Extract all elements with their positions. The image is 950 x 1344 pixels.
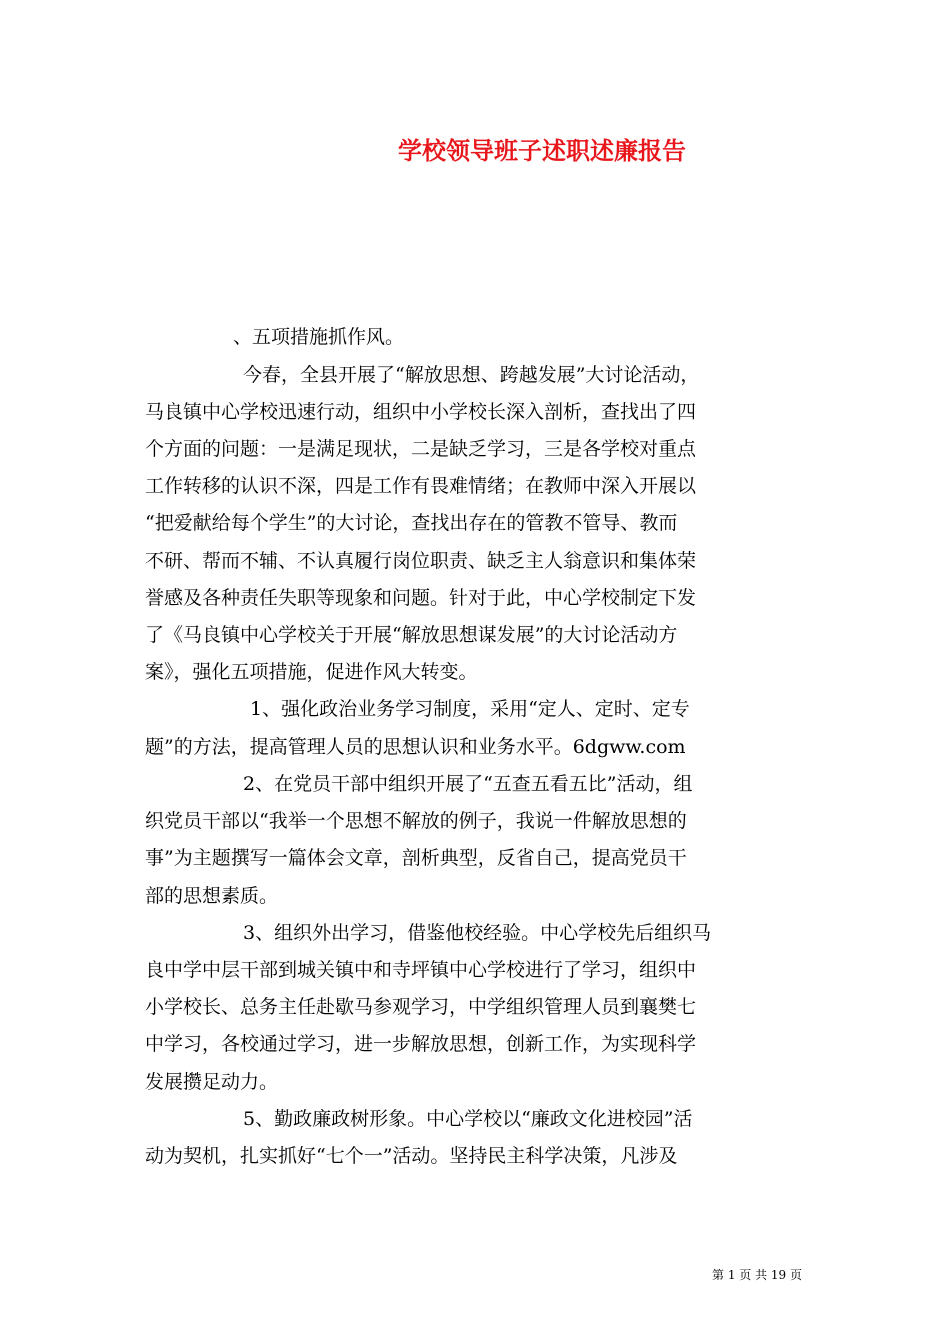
paragraph-line: 1、强化政治业务学习制度，采用“定人、定时、定专 bbox=[250, 698, 690, 720]
paragraph-line: 良中学中层干部到城关镇中和寺坪镇中心学校进行了学习，组织中 bbox=[145, 959, 697, 981]
paragraph-line: 动为契机，扎实抓好“七个一”活动。坚持民主科学决策，凡涉及 bbox=[145, 1145, 678, 1167]
paragraph-line: 了《马良镇中心学校关于开展“解放思想谋发展”的大讨论活动方 bbox=[145, 624, 678, 646]
paragraph-line: “把爱献给每个学生”的大讨论，查找出存在的管教不管导、教而 bbox=[145, 512, 678, 534]
paragraph-line: 5、勤政廉政树形象。中心学校以“廉政文化进校园”活 bbox=[243, 1108, 693, 1130]
paragraph-line: 、五项措施抓作风。 bbox=[233, 326, 405, 348]
page-number-footer: 第 1 页 共 19 页 bbox=[712, 1268, 802, 1282]
paragraph-line: 小学校长、总务主任赴歇马参观学习，中学组织管理人员到襄樊七 bbox=[145, 996, 697, 1018]
document-title: 学校领导班子述职述廉报告 bbox=[398, 136, 686, 165]
paragraph-line: 2、在党员干部中组织开展了“五查五看五比”活动，组 bbox=[243, 773, 693, 795]
paragraph-line: 不研、帮而不辅、不认真履行岗位职责、缺乏主人翁意识和集体荣 bbox=[145, 550, 697, 572]
paragraph-line: 织党员干部以“我举一个思想不解放的例子，我说一件解放思想的 bbox=[145, 810, 687, 832]
paragraph-line: 题”的方法，提高管理人员的思想认识和业务水平。6dgww.com bbox=[145, 736, 686, 758]
paragraph-line: 部的思想素质。 bbox=[145, 885, 279, 907]
paragraph-line: 誉感及各种责任失职等现象和问题。针对于此，中心学校制定下发 bbox=[145, 587, 697, 609]
paragraph-line: 案》，强化五项措施，促进作风大转变。 bbox=[145, 661, 478, 683]
paragraph-line: 个方面的问题：一是满足现状，二是缺乏学习，三是各学校对重点 bbox=[145, 438, 697, 460]
paragraph-line: 马良镇中心学校迅速行动，组织中小学校长深入剖析，查找出了四 bbox=[145, 401, 697, 423]
paragraph-line: 3、组织外出学习，借鉴他校经验。中心学校先后组织马 bbox=[243, 922, 712, 944]
paragraph-line: 发展攒足动力。 bbox=[145, 1071, 279, 1093]
paragraph-line: 事”为主题撰写一篇体会文章，剖析典型，反省自己，提高党员干 bbox=[145, 847, 687, 869]
paragraph-line: 中学习，各校通过学习，进一步解放思想，创新工作，为实现科学 bbox=[145, 1033, 697, 1055]
paragraph-line: 工作转移的认识不深，四是工作有畏难情绪；在教师中深入开展以 bbox=[145, 475, 697, 497]
paragraph-line: 今春，全县开展了“解放思想、跨越发展”大讨论活动， bbox=[243, 364, 700, 386]
